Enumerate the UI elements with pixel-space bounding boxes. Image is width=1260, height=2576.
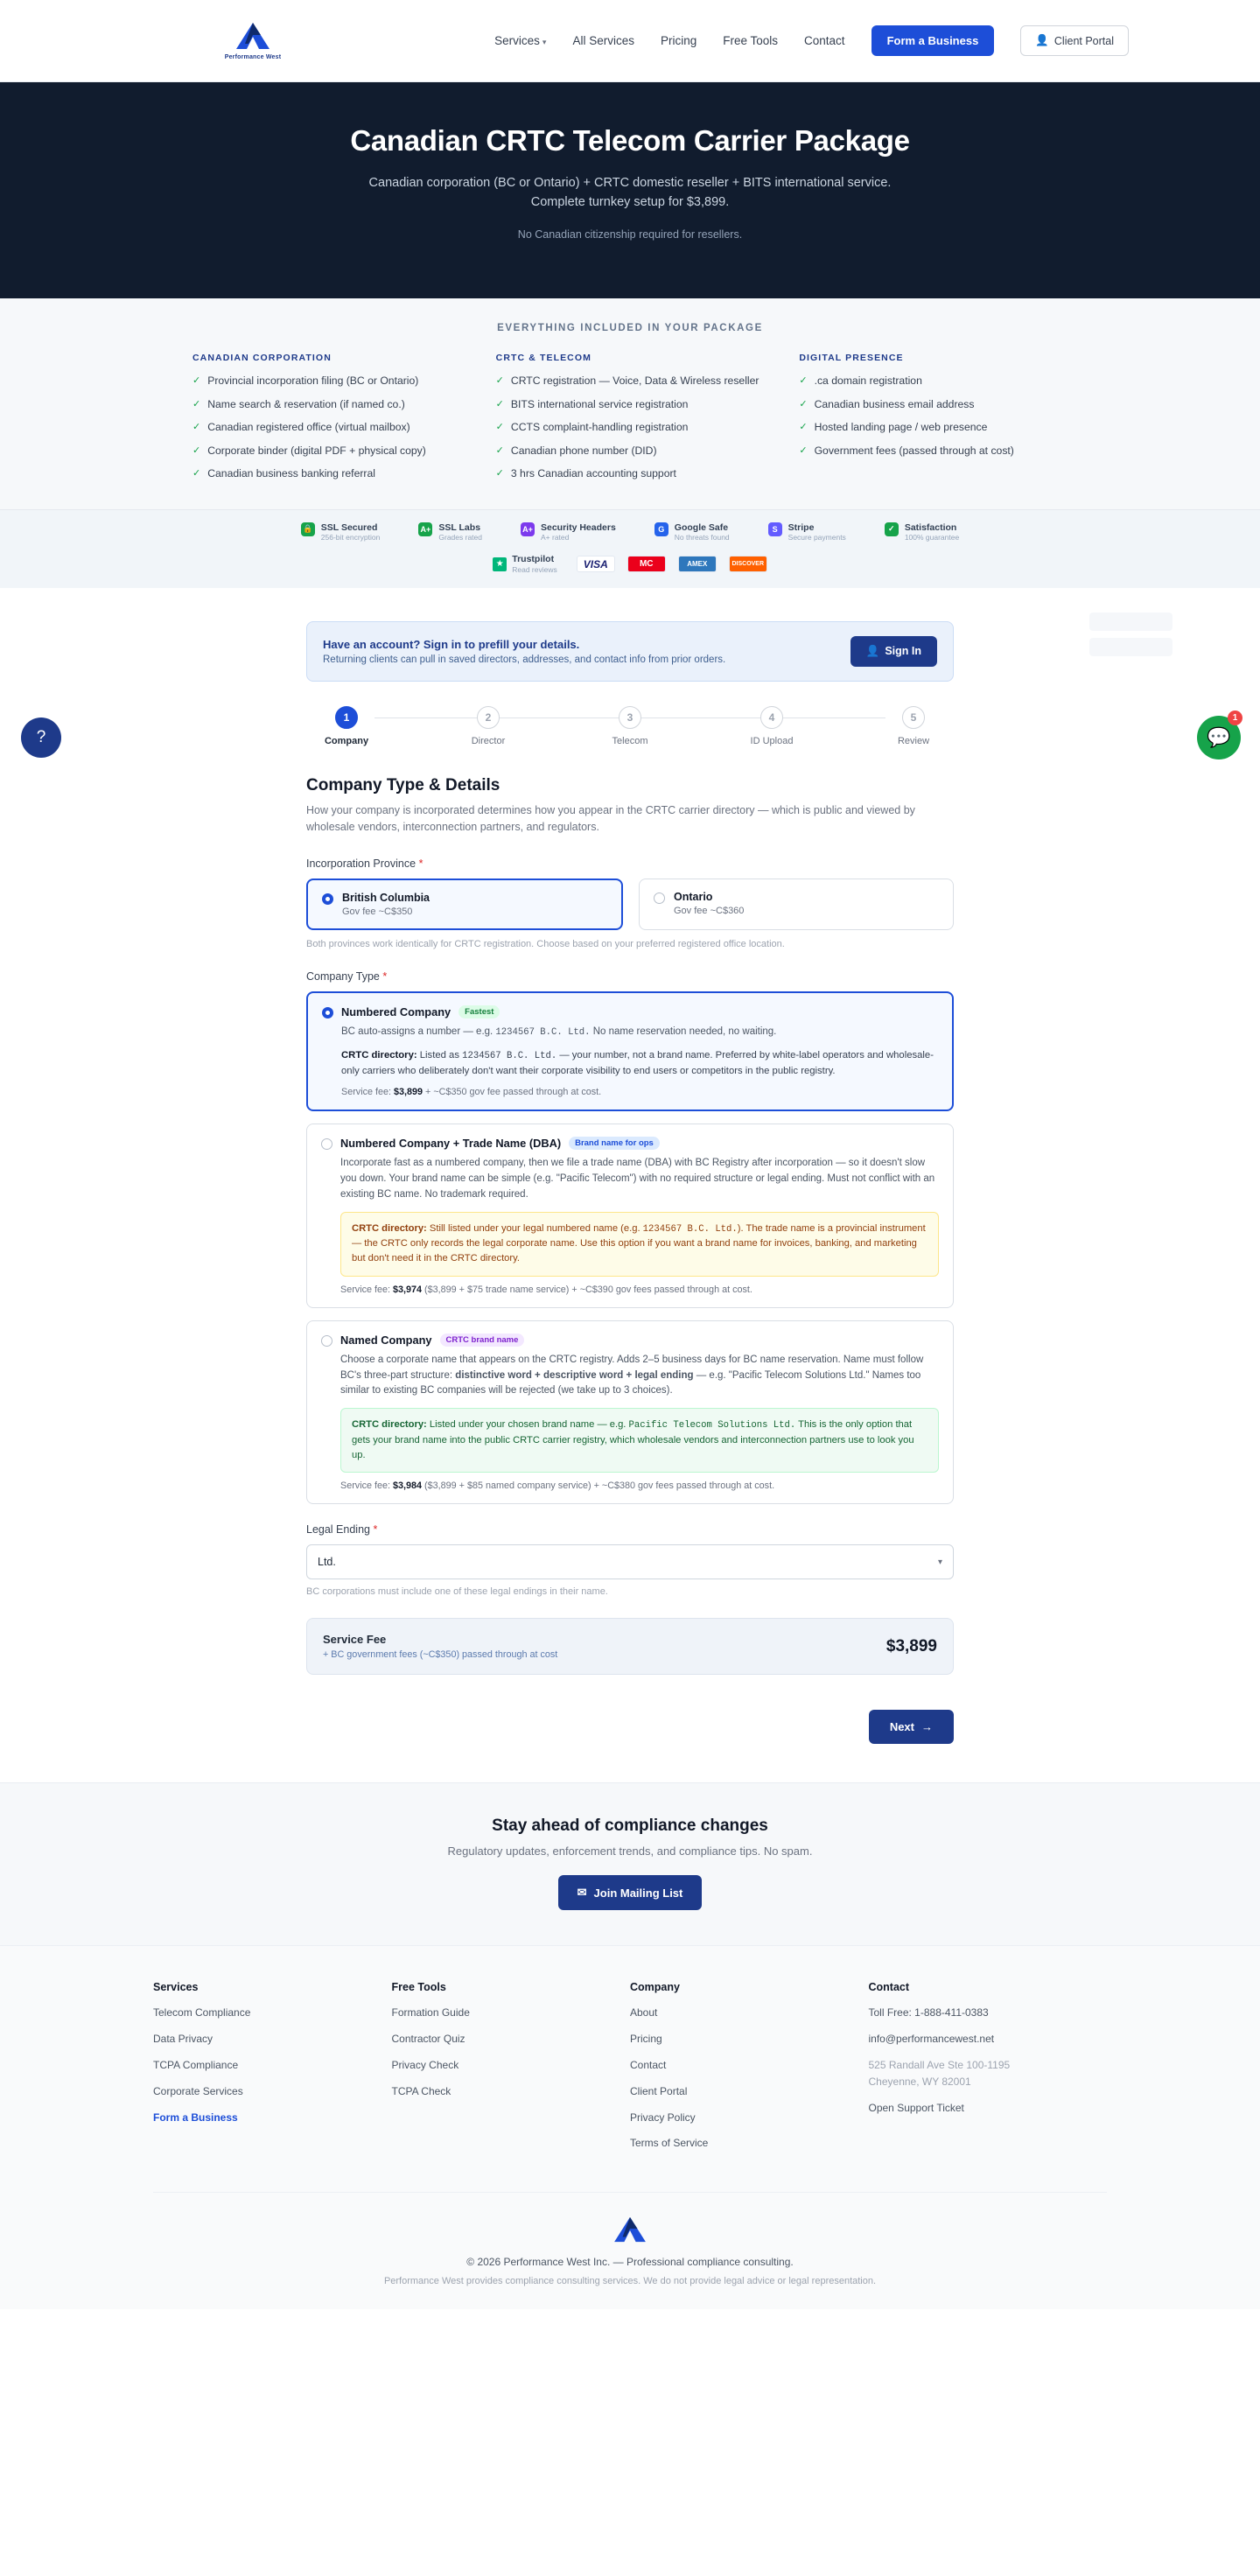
option-fee-line: Service fee: $3,974 ($3,899 + $75 trade name service) + ~C$390 gov fees passed through at cost. [340,1284,752,1295]
mastercard-icon: MC [627,556,666,572]
package-column-title: CANADIAN CORPORATION [192,353,332,364]
province-name: British Columbia [342,892,430,905]
radio-icon[interactable] [654,892,665,904]
package-column-corporation [192,353,461,489]
package-column-telecom [496,353,765,489]
footer-link[interactable]: Telecom Compliance [153,2006,251,2020]
footer-link[interactable]: Terms of Service [630,2137,709,2150]
package-item: ✓ Canadian registered office (virtual mailbox) [192,421,410,434]
hero-note: No Canadian citizenship required for resellers. [517,228,743,241]
step-label: Review [897,735,930,746]
check-icon: ✓ [192,468,201,480]
check-icon: ✓ [192,375,201,387]
required-marker: * [373,1523,378,1536]
ssl-labs-icon: A+ [418,522,432,536]
package-section [0,298,1260,508]
trustpilot-badge[interactable]: ★ Trustpilot Read reviews [493,554,557,574]
sign-in-button[interactable]: 👤 Sign In [850,636,937,667]
newsletter-subtitle: Regulatory updates, enforcement trends, and compliance tips. No spam. [447,1844,813,1858]
province-option-ontario[interactable] [639,878,954,930]
ghost-buttons [1089,612,1172,656]
package-item: ✓ 3 hrs Canadian accounting support [495,467,676,480]
option-badge: CRTC brand name [440,1334,525,1347]
trust-badge: ✓ Satisfaction 100% guarantee [885,522,959,542]
step-label: Telecom [612,735,648,746]
package-item: ✓ .ca domain registration [799,374,922,388]
package-item: ✓ Canadian business banking referral [192,467,375,480]
legal-ending-hint: BC corporations must include one of these legal endings in their name. [306,1586,608,1598]
help-button[interactable] [21,718,61,758]
stripe-icon: S [768,522,782,536]
lock-icon: 🔒 [301,522,315,536]
province-options [306,878,954,930]
question-mark-icon: ? [36,728,46,746]
province-name: Ontario [674,891,713,904]
step-id-upload[interactable] [732,706,812,746]
trust-badge: 🔒 SSL Secured 256-bit encryption [301,522,381,542]
legal-ending-label: Legal Ending * [306,1523,378,1536]
step-number: 1 [335,706,358,729]
hero-subtitle: Canadian corporation (BC or Ontario) + CRTC domestic reseller + BITS international service. Complete turnkey setup for $3,899. [368,176,892,210]
package-item: ✓ Government fees (passed through at cost) [799,444,1014,457]
company-type-label: Company Type * [306,970,388,984]
check-icon: ✓ [192,398,201,410]
join-mailing-list-button[interactable]: ✉ Join Mailing List [558,1875,703,1910]
footer-link[interactable]: Contractor Quiz [391,2033,466,2046]
province-option-bc[interactable] [306,878,623,930]
payment-cards-row [0,554,1260,574]
signin-title: Have an account? Sign in to prefill your details. [323,637,580,651]
security-headers-icon: A+ [521,522,535,536]
check-icon: ✓ [799,398,808,410]
option-description: Incorporate fast as a numbered company, then we file a trade name (DBA) with BC Registry after incorporation — so it doesn't slow you down. Your brand name can be simple (e.g. "Pacific Telecom") with no required structure or legal ending. Must not conflict with an existing BC name. No trademark required. [340,1158,935,1200]
trust-badge: A+ SSL Labs Grades rated [418,522,482,542]
check-icon: ✓ [495,398,504,410]
step-number: 4 [760,706,783,729]
option-directory-callout: CRTC directory: Still listed under your legal numbered name (e.g. 1234567 B.C. Ltd.). The trade name is a provincial instrument — the CRTC only records the legal corporate name. Use this option if you want a brand name for invoices, banking, and marketing but don't need it in the CRTC directory. [340,1212,939,1277]
logo-mark-icon [234,21,271,52]
footer-column-title: Free Tools [391,1981,446,1994]
legal-ending-select[interactable] [306,1544,954,1579]
option-fee-line: Service fee: $3,899 + ~C$350 gov fee passed through at cost. [341,1087,602,1098]
footer-disclaimer: Performance West provides compliance consulting services. We do not provide legal advice or legal representation. [383,2276,877,2287]
trust-badge: A+ Security Headers A+ rated [521,522,616,542]
package-item: ✓ CRTC registration — Voice, Data & Wireless reseller [495,374,760,388]
service-fee-sub: + BC government fees (~C$350) passed through at cost [323,1649,558,1661]
required-marker: * [418,858,424,871]
radio-icon[interactable] [322,1007,333,1018]
option-directory-callout: CRTC directory: Listed under your chosen brand name — e.g. Pacific Telecom Solutions Ltd. This is the only option that gets your brand name into the public CRTC carrier registry, which wholesale vendors and interconnection partners use to look you up. [340,1408,939,1473]
option-description: BC auto-assigns a number — e.g. 1234567 B.C. Ltd. No name reservation needed, no waiting. [341,1026,777,1039]
footer-email[interactable]: info@performancewest.net [868,2033,995,2046]
package-item: ✓ Corporate binder (digital PDF + physical copy) [192,444,426,457]
chevron-down-icon: ▾ [542,38,547,46]
option-name: Numbered Company + Trade Name (DBA) [340,1137,562,1151]
option-badge: Brand name for ops [569,1137,660,1150]
step-label: Director [471,735,506,746]
user-icon: 👤 [1035,34,1049,46]
footer-link[interactable]: Privacy Check [391,2059,459,2071]
footer-column-company [630,1981,869,2162]
satisfaction-icon: ✓ [885,522,899,536]
footer-support-ticket-link[interactable]: Open Support Ticket [868,2101,964,2114]
arrow-right-icon: → [921,1720,933,1734]
footer-link-form-a-business[interactable]: Form a Business [153,2110,238,2124]
trust-badge: S Stripe Secure payments [768,522,846,542]
check-icon: ✓ [495,422,504,433]
footer-copyright: © 2026 Performance West Inc. — Professional compliance consulting. [466,2256,794,2269]
company-type-option-named[interactable] [306,1320,954,1505]
check-icon: ✓ [495,375,504,387]
chevron-down-icon: ▾ [937,1558,942,1568]
chat-unread-badge: 1 [1228,710,1242,725]
user-icon: 👤 [865,644,880,657]
package-heading: EVERYTHING INCLUDED IN YOUR PACKAGE [497,323,763,334]
star-icon: ★ [493,557,507,571]
check-icon: ✓ [799,444,808,456]
discover-icon: DISCOVER [729,556,767,572]
nav-links [494,25,1129,56]
nav-link-all-services[interactable]: All Services [572,34,634,47]
footer-column-title: Services [153,1981,199,1994]
province-fee: Gov fee ~C$350 [342,906,413,918]
package-item: ✓ Canadian phone number (DID) [495,444,657,457]
signin-subtitle: Returning clients can pull in saved directors, addresses, and contact info from prior orders. [323,654,726,665]
package-column-title: CRTC & TELECOM [495,353,592,364]
section-description: How your company is incorporated determines how you appear in the CRTC carrier directory — which is public and viewed by wholesale vendors, interconnection partners, and regulators. [306,803,915,833]
footer-logo-icon [612,2216,648,2245]
step-number: 5 [902,706,925,729]
step-review[interactable] [873,706,954,746]
step-label: ID Upload [750,735,794,746]
package-item: ✓ BITS international service registration [495,397,689,410]
company-type-option-numbered[interactable] [306,991,954,1111]
package-item: ✓ CCTS complaint-handling registration [495,421,689,434]
trust-badges-section [0,509,1260,588]
footer-link[interactable]: Client Portal [630,2084,688,2097]
nav-link-contact[interactable]: Contact [804,34,845,47]
option-badge: Fastest [458,1005,500,1018]
footer-column-contact [869,1981,1108,2162]
package-item: ✓ Name search & reservation (if named co.) [192,397,405,410]
footer-address-line1: 525 Randall Ave Ste 100-1195 [868,2059,1011,2071]
footer-column-services [153,1981,392,2162]
nav-link-free-tools[interactable]: Free Tools [723,34,779,47]
province-hint: Both provinces work identically for CRTC registration. Choose based on your preferred registered office location. [306,939,785,950]
hero-section [0,82,1260,298]
nav-link-pricing[interactable]: Pricing [660,34,697,47]
footer-link[interactable]: Corporate Services [153,2084,243,2097]
package-column-digital [799,353,1068,489]
footer-address-line2: Cheyenne, WY 82001 [868,2075,971,2088]
progress-stepper [306,706,954,746]
package-item: ✓ Hosted landing page / web presence [799,421,988,434]
trust-badge: G Google Safe No threats found [654,522,730,542]
check-icon: ✓ [495,444,504,456]
footer-link[interactable]: TCPA Compliance [153,2059,239,2071]
footer-link[interactable]: About [630,2006,658,2020]
check-icon: ✓ [495,468,504,480]
company-type-option-dba[interactable] [306,1124,954,1308]
option-directory-note: CRTC directory: Listed as 1234567 B.C. Ltd. — your number, not a brand name. Preferred by white-label operators and wholesale-only carriers who deliberately don't want their corporate visibility to end users or competitors in the public registry. [341,1050,934,1076]
check-icon: ✓ [799,375,808,387]
radio-icon[interactable] [321,1138,332,1150]
client-portal-button[interactable]: 👤 Client Portal [1020,25,1129,56]
province-label: Incorporation Province * [306,858,424,871]
package-column-title: DIGITAL PRESENCE [799,353,904,364]
step-number: 2 [477,706,500,729]
newsletter-title: Stay ahead of compliance changes [492,1816,768,1836]
amex-icon: AMEX [678,556,717,572]
footer-column-title: Contact [868,1981,910,1994]
footer-column-free-tools [392,1981,631,2162]
option-description: Choose a corporate name that appears on the CRTC registry. Adds 2–5 business days for BC name reservation. Name must follow BC's three-part structure: distinctive word + descriptive word + legal ending — e.g. "Pacific Telecom Solutions Ltd." Names too similar to existing BC companies will be rejected (we take up to 3 choices). [340,1354,924,1396]
step-director[interactable] [448,706,528,746]
site-logo[interactable] [219,21,287,60]
ghost-button [1089,638,1172,656]
package-item: ✓ Canadian business email address [799,397,975,410]
footer-link[interactable]: TCPA Check [391,2084,452,2097]
footer-link[interactable]: Privacy Policy [630,2110,696,2124]
radio-icon[interactable] [322,893,333,905]
envelope-icon: ✉ [577,1886,587,1900]
service-fee-title: Service Fee [323,1633,387,1647]
footer-link[interactable]: Formation Guide [391,2006,470,2020]
step-telecom[interactable] [590,706,670,746]
form-section [0,588,1260,1782]
footer-link[interactable]: Pricing [630,2033,662,2046]
option-name: Numbered Company [341,1005,452,1019]
logo-text: Performance West [224,54,282,60]
section-title: Company Type & Details [306,775,500,794]
option-fee-line: Service fee: $3,984 ($3,899 + $85 named company service) + ~C$380 gov fees passed through at cost. [340,1480,775,1492]
check-icon: ✓ [799,422,808,433]
option-name: Named Company [340,1333,432,1347]
step-company[interactable] [306,706,387,746]
page-title: Canadian CRTC Telecom Carrier Package [350,124,910,157]
step-label: Company [324,735,369,746]
footer-column-title: Company [630,1981,680,1994]
service-fee-amount: $3,899 [886,1636,937,1656]
footer-link[interactable]: Data Privacy [153,2033,214,2046]
nav-link-services[interactable]: Services ▾ [494,34,547,47]
required-marker: * [382,970,388,984]
province-fee: Gov fee ~C$360 [674,906,745,917]
form-a-business-button[interactable]: Form a Business [872,25,995,56]
ghost-button [1089,612,1172,631]
signin-prompt [306,621,954,682]
footer [0,1945,1260,2309]
footer-link[interactable]: Contact [630,2059,667,2071]
check-icon: ✓ [192,444,201,456]
chat-bubble-icon: 💬 [1207,726,1231,748]
check-icon: ✓ [192,422,201,433]
package-item: ✓ Provincial incorporation filing (BC or Ontario) [192,374,419,388]
newsletter-section [0,1782,1260,1945]
step-number: 3 [619,706,641,729]
visa-icon: VISA [577,556,615,572]
next-button[interactable]: Next → [869,1710,954,1744]
footer-phone[interactable]: Toll Free: 1-888-411-0383 [868,2006,989,2020]
google-safe-icon: G [654,522,668,536]
top-navigation [0,0,1260,82]
radio-icon[interactable] [321,1335,332,1347]
service-fee-summary [306,1618,954,1675]
